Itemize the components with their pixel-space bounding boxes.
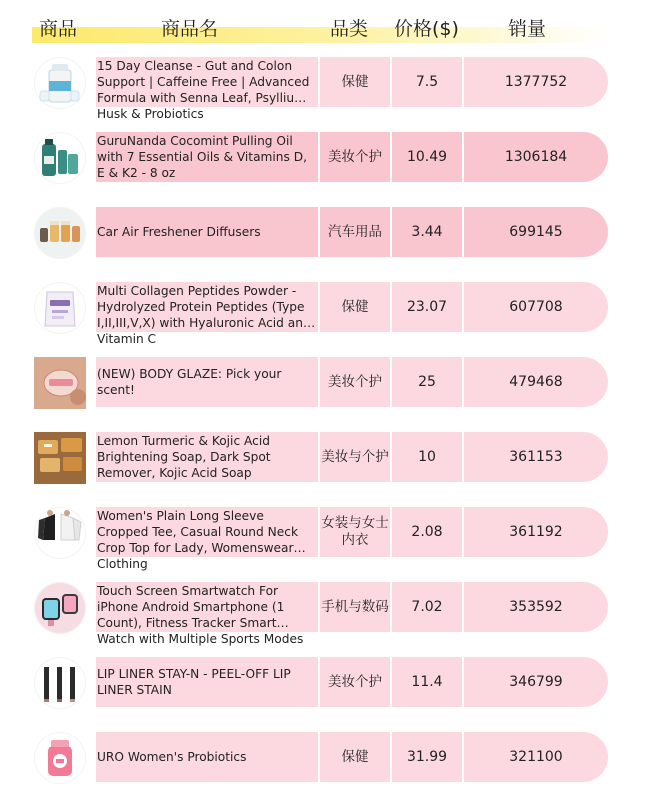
crop-top-icon [34,507,86,559]
product-category: 保健 [320,732,390,782]
product-category: 美妆个护 [320,357,390,407]
product-sales: 607708 [464,282,608,332]
product-category: 美妆与个护 [320,432,390,482]
product-price: 31.99 [392,732,462,782]
product-name: Lemon Turmeric & Kojic Acid Brightening Soap, Dark Spot Remover, Kojic Acid Soap [96,432,318,482]
product-name: Women's Plain Long Sleeve Cropped Tee, Casual Round Neck Crop Top for Lady, Womenswear Clothing [96,507,318,557]
product-name: (NEW) BODY GLAZE: Pick your scent! [96,357,318,407]
header-price-col: 价格($) [394,18,459,40]
header-sales-col: 销量 [508,18,547,40]
table-row[interactable] [0,732,664,782]
table-row[interactable] [0,132,664,182]
product-name: 15 Day Cleanse - Gut and Colon Support | Caffeine Free | Advanced Formula with Senna Leaf, Psyllium Husk & Probiotics [96,57,318,107]
product-price: 11.4 [392,657,462,707]
product-sales: 1306184 [464,132,608,182]
table-row[interactable] [0,357,664,407]
table-row[interactable] [0,507,664,571]
product-name: URO Women's Probiotics [96,732,318,782]
product-price: 7.5 [392,57,462,107]
product-name: Multi Collagen Peptides Powder - Hydrolyzed Protein Peptides (Type I,II,III,V,X) with Hyaluronic Acid and Vitamin C [96,282,318,332]
oil-bottles-icon [34,132,86,184]
supplement-bottle-icon [34,57,86,109]
smartwatch-icon [34,582,86,634]
body-glaze-jar-icon [34,357,86,409]
product-category: 汽车用品 [320,207,390,257]
diffuser-jars-icon [34,207,86,259]
product-sales: 353592 [464,582,608,632]
product-sales: 361192 [464,507,608,557]
product-sales: 346799 [464,657,608,707]
product-category: 手机与数码 [320,582,390,632]
product-sales: 479468 [464,357,608,407]
product-name: Car Air Freshener Diffusers [96,207,318,257]
probiotic-bottle-icon [34,732,86,784]
header-image-col: 商品 [39,18,78,40]
product-price: 23.07 [392,282,462,332]
table-row[interactable] [0,582,664,646]
product-category: 美妆个护 [320,132,390,182]
product-price: 10.49 [392,132,462,182]
product-category: 女装与女士内衣 [320,507,390,557]
product-name: Touch Screen Smartwatch For iPhone Android Smartphone (1 Count), Fitness Tracker Smart Watch with Multiple Sports Modes [96,582,318,632]
table-row[interactable] [0,57,664,121]
product-name: LIP LINER STAY-N - PEEL-OFF LIP LINER STAIN [96,657,318,707]
header-category-col: 品类 [330,18,369,40]
product-price: 25 [392,357,462,407]
table-row[interactable] [0,207,664,257]
header-name-col: 商品名 [161,18,219,40]
lip-liner-icon [34,657,86,709]
product-name: GuruNanda Cocomint Pulling Oil with 7 Essential Oils & Vitamins D, E & K2 - 8 oz [96,132,318,182]
product-price: 3.44 [392,207,462,257]
table-row[interactable] [0,432,664,482]
product-category: 保健 [320,57,390,107]
collagen-pouch-icon [34,282,86,334]
product-sales: 321100 [464,732,608,782]
product-price: 7.02 [392,582,462,632]
table-row[interactable] [0,282,664,346]
soap-bars-icon [34,432,86,484]
product-sales: 699145 [464,207,608,257]
product-category: 美妆个护 [320,657,390,707]
product-price: 2.08 [392,507,462,557]
product-sales: 361153 [464,432,608,482]
product-category: 保健 [320,282,390,332]
product-price: 10 [392,432,462,482]
table-row[interactable] [0,657,664,707]
product-sales: 1377752 [464,57,608,107]
